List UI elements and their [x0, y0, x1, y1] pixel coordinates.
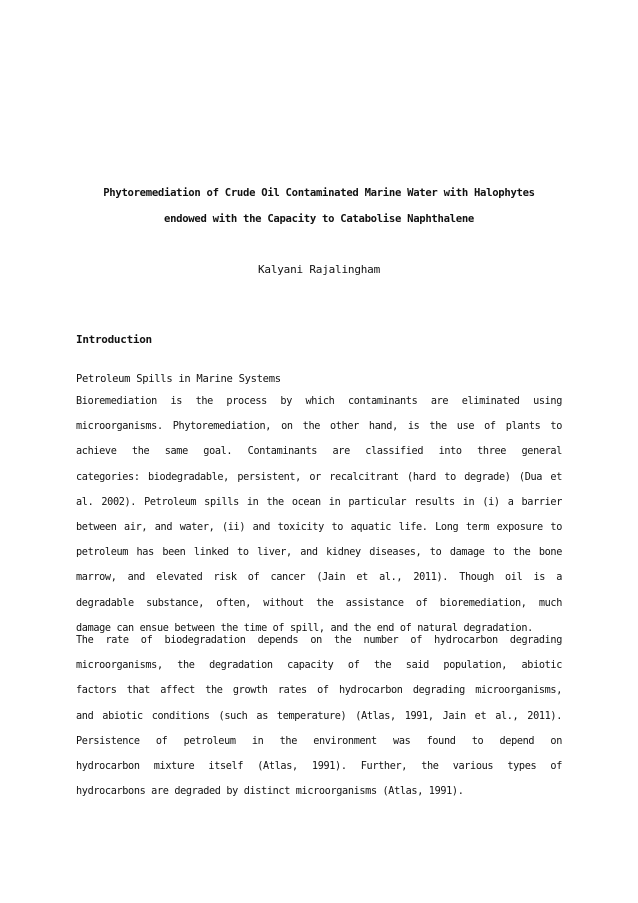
- paper-title-line-2: endowed with the Capacity to Catabolise Naphthalene: [164, 213, 474, 225]
- paragraph-line: and abiotic conditions (such as temperature) (Atlas, 1991, Jain et al., 2011).: [76, 710, 562, 722]
- section-heading: Introduction: [76, 333, 152, 346]
- section-subheading: Petroleum Spills in Marine Systems: [76, 373, 281, 385]
- paragraph-line: al. 2002). Petroleum spills in the ocean in particular results in (i) a barrier: [76, 496, 562, 508]
- paragraph-line: between air, and water, (ii) and toxicity to aquatic life. Long term exposure to: [76, 521, 562, 533]
- paper-title-line-1: Phytoremediation of Crude Oil Contaminated Marine Water with Halophytes: [103, 187, 535, 199]
- author-name: Kalyani Rajalingham: [257, 263, 381, 276]
- paragraph-line: microorganisms. Phytoremediation, on the other hand, is the use of plants to: [76, 421, 562, 433]
- paragraph-1: [76, 389, 562, 641]
- paragraph-line: Persistence of petroleum in the environment was found to depend on: [76, 735, 562, 747]
- paper-title: [60, 180, 578, 232]
- paragraph-line: The rate of biodegradation depends on the number of hydrocarbon degrading: [76, 635, 562, 646]
- paragraph-line: damage can ensue between the time of spill, and the end of natural degradation.: [76, 622, 533, 634]
- paragraph-line: microorganisms, the degradation capacity of the said population, abiotic: [76, 660, 562, 672]
- paragraph-line: categories: biodegradable, persistent, or recalcitrant (hard to degrade) (Dua et: [76, 471, 562, 483]
- paragraph-line: factors that affect the growth rates of hydrocarbon degrading microorganisms,: [76, 685, 562, 697]
- paragraph-line: achieve the same goal. Contaminants are classified into three general: [76, 446, 562, 458]
- paragraph-line: hydrocarbons are degraded by distinct microorganisms (Atlas, 1991).: [76, 786, 464, 798]
- paragraph-line: marrow, and elevated risk of cancer (Jain et al., 2011). Though oil is a: [76, 572, 562, 584]
- paragraph-line: hydrocarbon mixture itself (Atlas, 1991). Further, the various types of: [76, 760, 562, 772]
- paragraph-line: Bioremediation is the process by which contaminants are eliminated using: [76, 396, 562, 407]
- paragraph-line: petroleum has been linked to liver, and kidney diseases, to damage to the bone: [76, 547, 562, 559]
- paragraph-2: [76, 628, 562, 804]
- paragraph-line: degradable substance, often, without the assistance of bioremediation, much: [76, 597, 562, 609]
